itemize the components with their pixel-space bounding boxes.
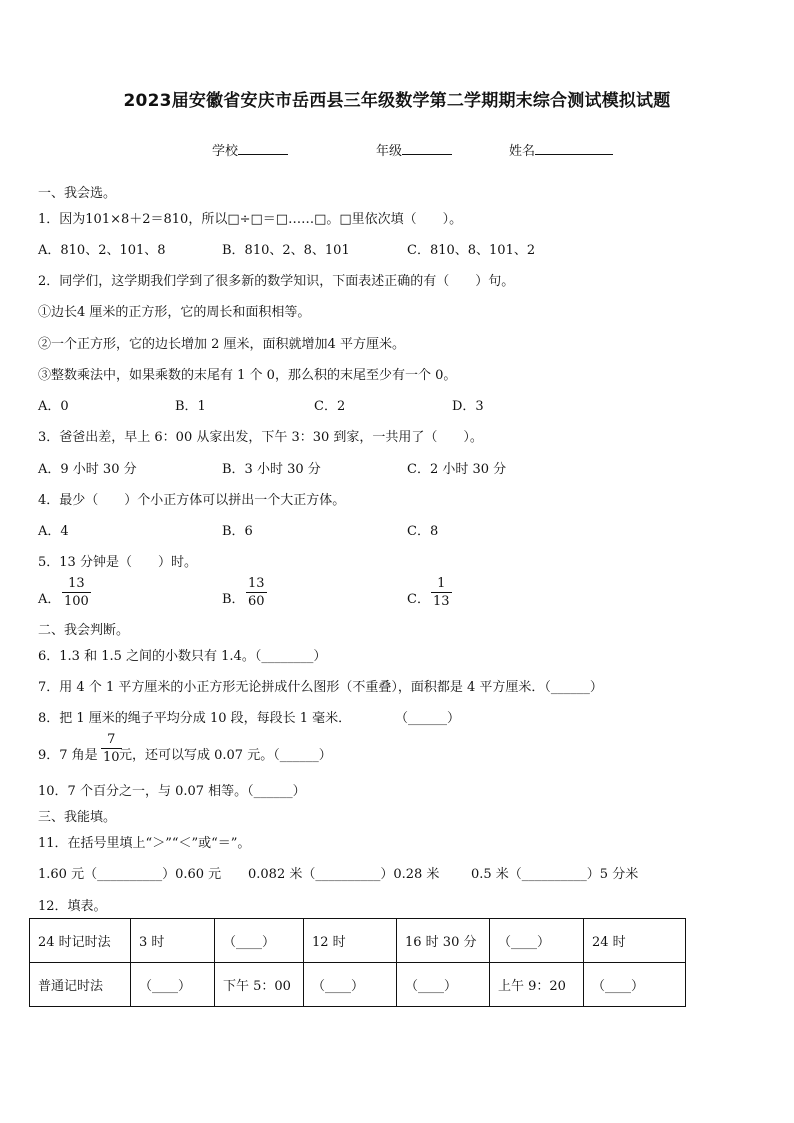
- question-11: 11．在括号里填上“＞”“＜”或“＝”。: [38, 836, 251, 851]
- fraction-numerator: 7: [107, 732, 116, 747]
- q4-option-c[interactable]: C．8: [407, 524, 439, 539]
- table-cell-blank[interactable]: （____）: [304, 963, 397, 1007]
- q2-option-d[interactable]: D．3: [452, 399, 484, 414]
- q4-option-b[interactable]: B．6: [222, 524, 253, 539]
- q5-option-c-label[interactable]: C．: [407, 592, 430, 607]
- fraction-numerator: 13: [68, 576, 85, 591]
- question-8: 8．把 1 厘米的绳子平均分成 10 段，每段长 1 毫米．: [38, 711, 352, 726]
- fraction-denominator: 10: [103, 750, 120, 765]
- q11-compare-3[interactable]: 0.5 米（__________）5 分米: [471, 867, 639, 882]
- q3-option-a[interactable]: A．9 小时 30 分: [38, 462, 137, 477]
- question-7: 7．用 4 个 1 平方厘米的小正方形无论拼成什么图形（不重叠），面积都是 4 平方厘米．（______）: [38, 680, 603, 695]
- grade-field: [376, 140, 452, 159]
- q11-compare-1[interactable]: 1.60 元（__________）0.60 元: [38, 867, 222, 882]
- name-label: 姓名: [509, 144, 536, 159]
- q2-statement-2: ②一个正方形，它的边长增加 2 厘米，面积就增加4 平方厘米。: [38, 337, 405, 352]
- table-cell-blank[interactable]: （____）: [490, 919, 584, 963]
- question-1: 1．因为101×8＋2＝810，所以□÷□＝□……□。□里依次填（ ）。: [38, 212, 463, 227]
- q4-option-a[interactable]: A．4: [38, 524, 69, 539]
- school-field: [212, 140, 288, 159]
- page-title: 2023届安徽省安庆市岳西县三年级数学第二学期期末综合测试模拟试题: [123, 91, 671, 111]
- fraction-denominator: 100: [64, 594, 89, 609]
- fraction-bar: [431, 592, 452, 593]
- name-field: [509, 140, 613, 159]
- q11-compare-2[interactable]: 0.082 米（__________）0.28 米: [248, 867, 440, 882]
- q5-option-c-fraction[interactable]: [431, 576, 452, 609]
- name-blank[interactable]: [535, 142, 613, 155]
- q5-option-b-fraction[interactable]: [246, 576, 267, 609]
- grade-blank[interactable]: [402, 142, 452, 155]
- q5-option-b-label[interactable]: B．: [222, 592, 245, 607]
- table-cell: 下午 5：00: [215, 963, 304, 1007]
- table-cell: 3 时: [131, 919, 215, 963]
- table-row: [30, 919, 686, 963]
- time-conversion-table: [29, 918, 686, 1007]
- question-12: 12．填表。: [38, 899, 107, 914]
- question-4: 4．最少（ ）个小正方体可以拼出一个大正方体。: [38, 493, 346, 508]
- table-cell: 24 时: [584, 919, 686, 963]
- q2-statement-3: ③整数乘法中，如果乘数的末尾有 1 个 0，那么积的末尾至少有一个 0。: [38, 368, 457, 383]
- question-9-suffix: 元，还可以写成 0.07 元。（______）: [119, 748, 332, 763]
- q8-answer-blank[interactable]: （______）: [395, 711, 461, 726]
- table-row: [30, 963, 686, 1007]
- q1-option-a[interactable]: A．810、2、101、8: [38, 243, 166, 258]
- fraction-denominator: 13: [433, 594, 450, 609]
- section-heading-3: 三、我能填。: [38, 810, 117, 825]
- table-cell-blank[interactable]: （____）: [215, 919, 304, 963]
- question-2: 2．同学们，这学期我们学到了很多新的数学知识，下面表述正确的有（ ）句。: [38, 274, 515, 289]
- q2-option-b[interactable]: B．1: [175, 399, 206, 414]
- q2-option-a[interactable]: A．0: [38, 399, 69, 414]
- table-cell-blank[interactable]: （____）: [397, 963, 490, 1007]
- fraction-numerator: 1: [437, 576, 446, 591]
- table-cell-blank[interactable]: （____）: [131, 963, 215, 1007]
- question-10: 10．7 个百分之一，与 0.07 相等。（______）: [38, 784, 306, 799]
- question-3: 3．爸爸出差，早上 6：00 从家出发，下午 3：30 到家，一共用了（ ）。: [38, 430, 483, 445]
- school-blank[interactable]: [238, 142, 288, 155]
- fraction-numerator: 13: [248, 576, 265, 591]
- section-heading-1: 一、我会选。: [38, 186, 117, 201]
- table-cell: 普通记时法: [30, 963, 131, 1007]
- table-cell: 12 时: [304, 919, 397, 963]
- q1-option-b[interactable]: B．810、2、8、101: [222, 243, 350, 258]
- section-heading-2: 二、我会判断。: [38, 623, 130, 638]
- fraction-bar: [246, 592, 267, 593]
- table-cell: 16 时 30 分: [397, 919, 490, 963]
- q3-option-c[interactable]: C．2 小时 30 分: [407, 462, 507, 477]
- question-6: 6．1.3 和 1.5 之间的小数只有 1.4。（________）: [38, 649, 327, 664]
- q1-option-c[interactable]: C．810、8、101、2: [407, 243, 536, 258]
- table-cell: 上午 9：20: [490, 963, 584, 1007]
- table-cell: 24 时记时法: [30, 919, 131, 963]
- table-cell-blank[interactable]: （____）: [584, 963, 686, 1007]
- q2-statement-1: ①边长4 厘米的正方形，它的周长和面积相等。: [38, 305, 311, 320]
- question-5: 5．13 分钟是（ ）时。: [38, 555, 197, 570]
- q5-option-a-fraction[interactable]: [62, 576, 91, 609]
- q5-option-a-label[interactable]: A．: [38, 592, 61, 607]
- q3-option-b[interactable]: B．3 小时 30 分: [222, 462, 321, 477]
- q2-option-c[interactable]: C．2: [314, 399, 346, 414]
- question-9-prefix: 9．7 角是: [38, 748, 98, 763]
- fraction-bar: [62, 592, 91, 593]
- grade-label: 年级: [376, 144, 403, 159]
- school-label: 学校: [212, 144, 239, 159]
- fraction-denominator: 60: [248, 594, 265, 609]
